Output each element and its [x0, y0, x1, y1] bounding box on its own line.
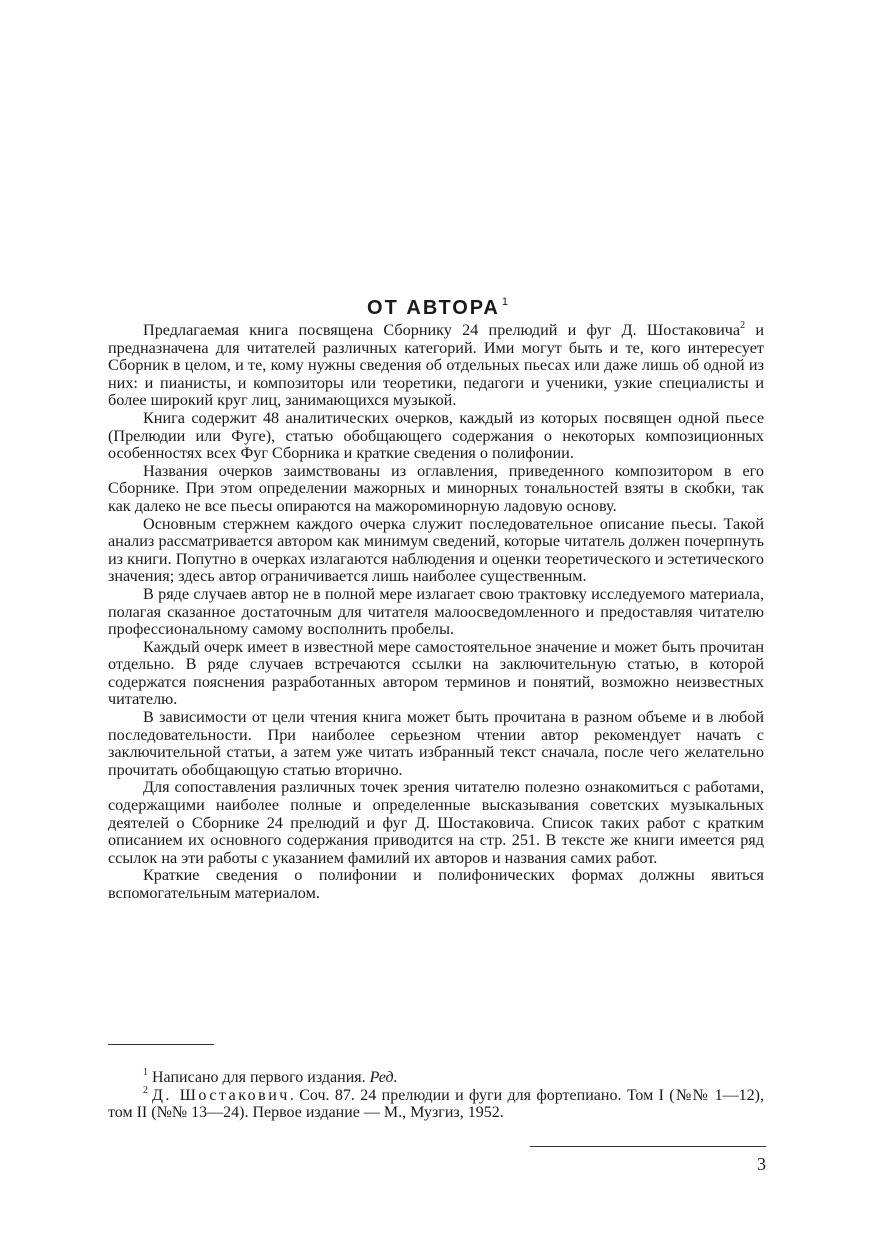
title-footnote-marker: 1	[501, 296, 508, 309]
paragraph-1	[108, 322, 764, 410]
paragraph-1-start: Предлагаемая книга посвящена Сборнику 24 прелюдий и фуг Д. Шостаковича	[143, 321, 741, 339]
footnote-marker-2: 2	[740, 320, 746, 331]
footnote-2	[108, 1084, 765, 1122]
chapter-title-text: ОТ АВТОРА	[367, 297, 500, 320]
paragraph-2: Книга содержит 48 аналитических очерков, каждый из которых посвящен одной пьесе (Прелюдии или Фуге), статью обобщающего содержания о некоторых композиционных особенностях всех Фуг Сборника и краткие сведения о полифонии.	[108, 408, 764, 463]
paragraph-9: Краткие сведения о полифонии и полифонических формах должны явиться вспомогательным материалом.	[108, 866, 764, 902]
paragraph-8: Для сопоставления различных точек зрения читателю полезно ознакомиться с работами, содержащими наиболее полные и определенные высказывания советских музыкальных деятелей о Сборнике 24 прелюдий и фуг Д. Шостаковича. Список таких работ с кратким описанием их основного содержания приводится на стр. 251. В тексте же книги имеется ряд ссылок на эти работы с указанием фамилий их авторов и названия самих работ.	[108, 778, 764, 867]
paragraph-7: В зависимости от цели чтения книга может быть прочитана в разном объеме и в любой последовательности. При наиболее серьезном чтении автор рекомендует начать с заключительной статьи, а затем уже читать избранный текст сначала, после чего желательно прочитать обобщающую статью вторично.	[108, 708, 764, 779]
chapter-title	[0, 296, 875, 320]
page-bottom-rule	[530, 1146, 766, 1147]
footnote-divider	[108, 1044, 214, 1045]
footnote-2-marker: 2	[143, 1084, 148, 1096]
preface-body	[108, 322, 764, 903]
footnotes	[108, 1069, 764, 1122]
paragraph-4: Основным стержнем каждого очерка служит последовательное описание пьесы. Такой анализ рассматривается автором как минимум сведений, которые читатель должен почерпнуть из книги. Попутно в очерках излагаются наблюдения и оценки теоретического и эстетического значения; здесь автор ограничивается лишь наиболее существенным.	[108, 514, 764, 586]
paragraph-5: В ряде случаев автор не в полной мере излагает свою трактовку исследуемого материала, полагая сказанное достаточным для читателя малоосведомленного и предоставляя читателю профессиональному самому восполнить пробелы.	[108, 584, 764, 639]
footnote-2-text: . Соч. 87. 24 прелюдии и фуги для фортепиано. Том I (№№ 1—12), том II (№№ 13—24). Первое издание — М., Музгиз, 1952.	[108, 1086, 765, 1122]
page-number: 3	[757, 1154, 766, 1174]
footnote-1	[108, 1069, 764, 1087]
footnote-1-editor-abbrev: Ред.	[369, 1069, 398, 1086]
footnote-1-marker: 1	[143, 1067, 148, 1078]
footnote-1-text: Написано для первого издания.	[152, 1069, 370, 1086]
footnote-2-author: Д. Шостакович	[152, 1086, 290, 1104]
paragraph-6: Каждый очерк имеет в известной мере самостоятельное значение и может быть прочитан отдельно. В ряде случаев встречаются ссылки на заключительную статью, в которой содержатся пояснения разработанных автором терминов и понятий, возможно неизвестных читателю.	[108, 637, 764, 709]
paragraph-3: Названия очерков заимствованы из оглавления, приведенного композитором в его Сборнике. При этом определении мажорных и минорных тональностей взяты в скобки, так как далеко не все пьесы опираются на мажороминорную ладовую основу.	[108, 461, 764, 515]
paragraph-1-end: и предназначена для читателей различных категорий. Ими могут быть и те, кого интересует Сборник в целом, и те, кому нужны сведения об отдельных пьесах или даже лишь об одной из них: и пианисты, и композиторы или теоретики, педагоги и ученики, узкие специалисты и более широкий круг лиц, занимающихся музыкой.	[108, 321, 764, 410]
